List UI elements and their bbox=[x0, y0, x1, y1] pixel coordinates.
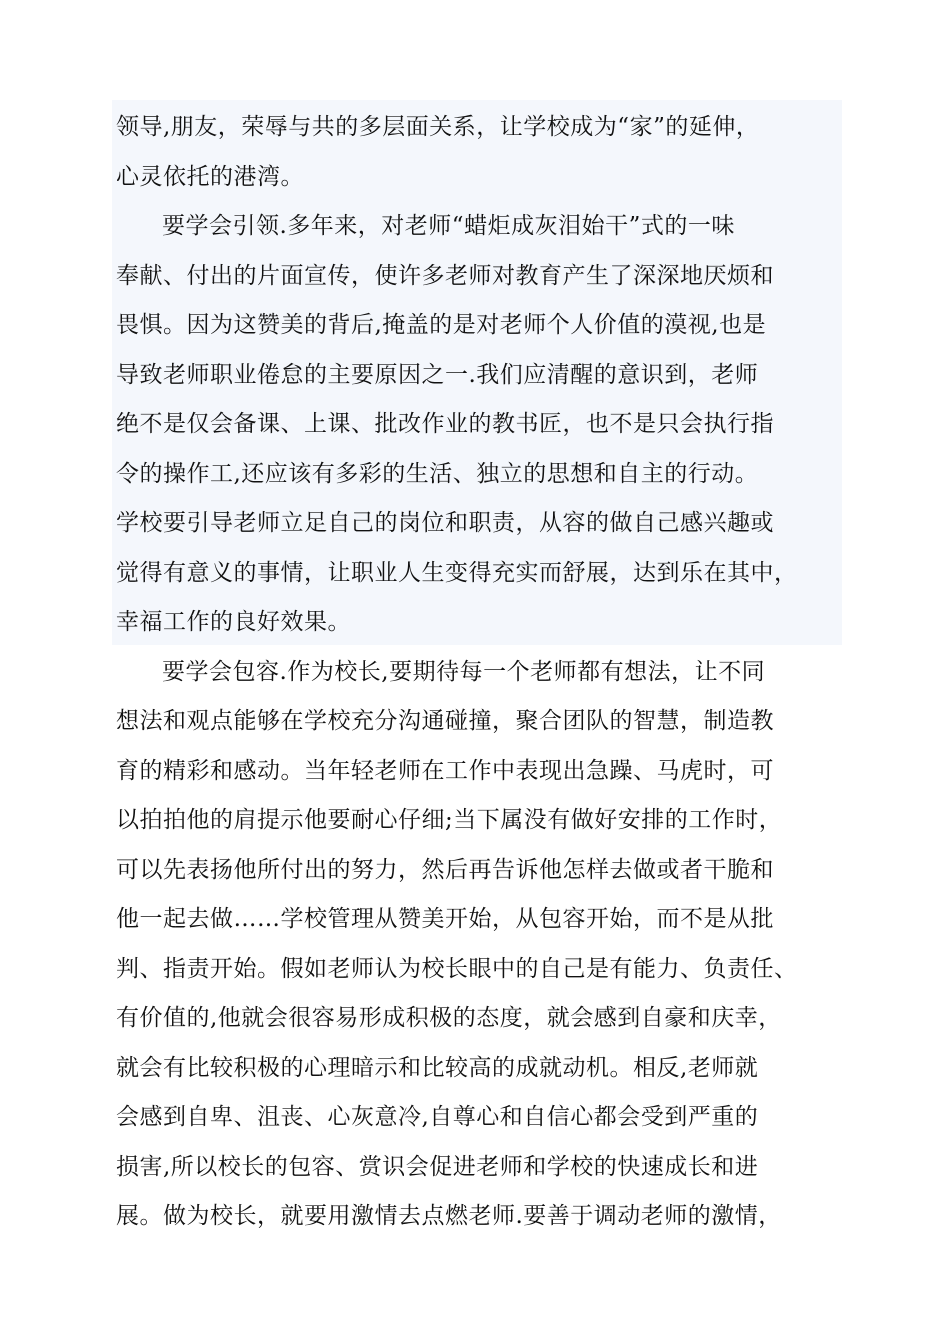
paragraph-3 bbox=[116, 648, 840, 1242]
text-line: 想法和观点能够在学校充分沟通碰撞，聚合团队的智慧，制造教 bbox=[116, 708, 774, 734]
text-line: 有价值的,他就会很容易形成积极的态度，就会感到自豪和庆幸， bbox=[116, 1005, 782, 1031]
text-line: 可以先表扬他所付出的努力，然后再告诉他怎样去做或者干脆和 bbox=[116, 856, 774, 883]
text-line: 就会有比较积极的心理暗示和比较高的成就动机。相反,老师就 bbox=[116, 1054, 759, 1081]
text-line: 判、指责开始。假如老师认为校长眼中的自己是有能力、负责任、 bbox=[116, 955, 798, 982]
text-line: 以拍拍他的肩提示他要耐心仔细;当下属没有做好安排的工作时， bbox=[116, 807, 783, 833]
text-line: 畏惧。因为这赞美的背后,掩盖的是对老师个人价值的漠视,也是 bbox=[116, 312, 767, 338]
text-line: 导致老师职业倦怠的主要原因之一.我们应清醒的意识到，老师 bbox=[116, 361, 759, 388]
text-line: 他一起去做……学校管理从赞美开始，从包容开始，而不是从批 bbox=[116, 906, 774, 932]
paragraph-1 bbox=[116, 103, 840, 202]
text-line: 心灵依托的港湾。 bbox=[116, 163, 304, 190]
text-line: 绝不是仅会备课、上课、批改作业的教书匠，也不是只会执行指 bbox=[116, 411, 774, 437]
paragraph-2 bbox=[116, 202, 840, 648]
text-line: 育的精彩和感动。当年轻老师在工作中表现出急躁、马虎时，可 bbox=[116, 757, 774, 784]
text-line: 令的操作工,还应该有多彩的生活、独立的思想和自主的行动。 bbox=[116, 460, 759, 487]
document-body bbox=[116, 103, 840, 1242]
text-line: 要学会包容.作为校长,要期待每一个老师都有想法，让不同 bbox=[162, 658, 766, 685]
text-line: 奉献、付出的片面宣传，使许多老师对教育产生了深深地厌烦和 bbox=[116, 262, 774, 289]
text-line: 觉得有意义的事情，让职业人生变得充实而舒展，达到乐在其中， bbox=[116, 559, 798, 586]
text-line: 损害,所以校长的包容、赏识会促进老师和学校的快速成长和进 bbox=[116, 1153, 759, 1180]
text-line: 会感到自卑、沮丧、心灰意冷,自尊心和自信心都会受到严重的 bbox=[116, 1104, 759, 1130]
text-line: 学校要引导老师立足自己的岗位和职责，从容的做自己感兴趣或 bbox=[116, 510, 774, 536]
text-line: 领导,朋友，荣辱与共的多层面关系，让学校成为“家”的延伸， bbox=[116, 114, 760, 140]
text-line: 要学会引领.多年来，对老师“蜡炬成灰泪始干”式的一味 bbox=[162, 213, 735, 239]
text-line: 幸福工作的良好效果。 bbox=[116, 609, 351, 635]
text-line: 展。做为校长，就要用激情去点燃老师.要善于调动老师的激情， bbox=[116, 1203, 782, 1229]
